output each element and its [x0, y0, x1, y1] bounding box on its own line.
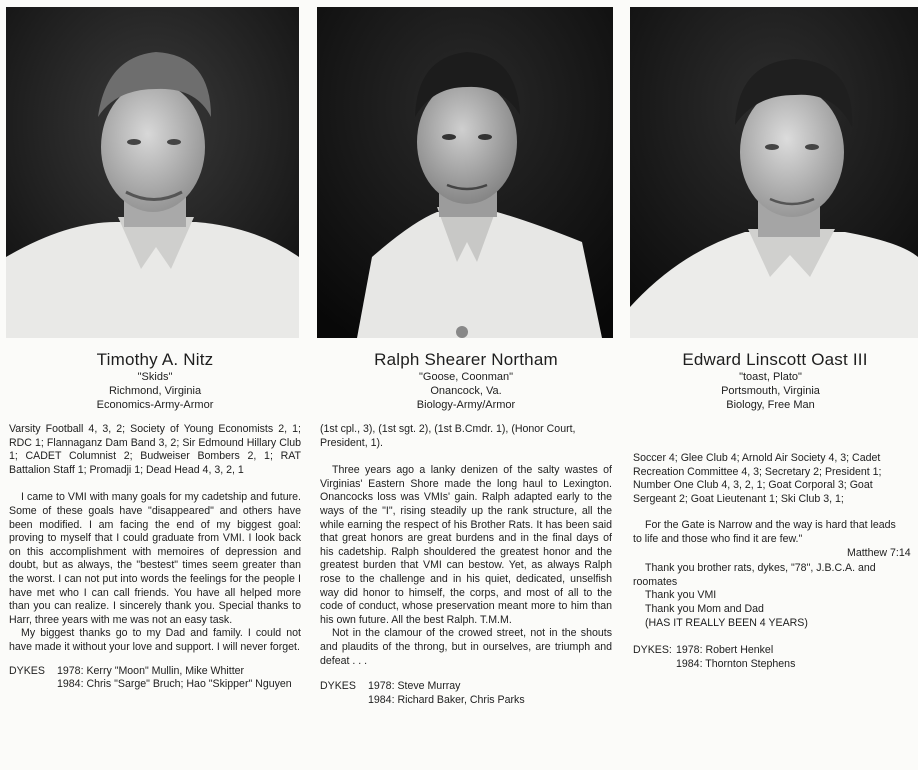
- cadet-activities: (1st cpl., 3), (1st sgt. 2), (1st B.Cmdr. 1), (Honor Court, President, 1).: [320, 423, 576, 449]
- bio-paragraph: Three years ago a lanky denizen of the salty wastes of Virginias' Eastern Shore made the long haul to Lexington. Onancocks loss was VMIs' gain. Ralph adapted early to the ways of the "I", rising steadily up the rank structure, all the while earning the respect of his Brother Rats. It has been said that great honors are great burdens and in the final days of his cadetship. Ralph shouldered the greatest honor and the greatest burden that VMI can bestow. Yet, as always Ralph rose to the challenge and in his quiet, dedicated, unselfish way did honor to himself, the corps, and most of all to the code of conduct, whose preservation meant more to him than his own future. All the best Ralph. T.M.M.: [320, 464, 612, 626]
- dykes-list: [320, 680, 612, 707]
- cadet-nickname: "toast, Plato": [739, 371, 802, 383]
- bio-column-nitz: [9, 350, 301, 692]
- dykes-list: [633, 644, 918, 671]
- cadet-hometown: Richmond, Virginia: [108, 385, 202, 397]
- dykes-label: DYKES: [9, 664, 45, 677]
- cadet-name: Timothy A. Nitz: [96, 350, 214, 369]
- cadet-name: Ralph Shearer Northam: [374, 350, 558, 369]
- activities-line: Soccer 4; Glee Club 4; Arnold Air Society 4, 3; Cadet: [633, 452, 881, 464]
- thanks-line: (HAS IT REALLY BEEN 4 YEARS): [645, 616, 808, 629]
- bio-paragraph: Not in the clamour of the crowed street, not in the shouts and plaudits of the throng, but in ourselves, are triumph and defeat . . .: [320, 627, 612, 667]
- dykes-list: [9, 665, 301, 692]
- dykes-1978: 1978: Kerry "Moon" Mullin, Mike Whitter: [57, 664, 245, 677]
- cadet-major: Economics-Army-Armor: [96, 399, 214, 411]
- activities-line: Number One Club 4, 3, 2, 1; Goat Corporal 3; Goat: [633, 479, 873, 492]
- bio-column-oast: [633, 350, 918, 671]
- thanks-line: Thank you brother rats, dykes, "78", J.B.C.A. and: [645, 562, 876, 575]
- cadet-activities: Varsity Football 4, 3, 2; Society of Young Economists 2, 1; RDC 1; Flannaganz Dam Band 3, 2; Sir Edmound Hillary Club 1; CADET Columnist 2; Budweiser Bombers 2, 1; RAT Battalion Staff 1; Promadji 1; Dead Head 4, 3, 2, 1: [9, 423, 301, 476]
- bio-column-northam: [320, 350, 612, 707]
- thanks-line: Thank you VMI: [645, 589, 717, 602]
- dykes-1978: 1978: Steve Murray: [368, 680, 461, 693]
- cadet-nickname: "Skids": [137, 371, 173, 383]
- dykes-label: DYKES:: [633, 644, 672, 657]
- cadet-hometown: Portsmouth, Virginia: [721, 385, 820, 397]
- cadet-nickname: "Goose, Coonman": [418, 371, 514, 383]
- quote-source: Matthew 7:14: [847, 546, 911, 559]
- portrait-photo-northam: [317, 7, 613, 338]
- dykes-1984: 1984: Richard Baker, Chris Parks: [368, 693, 525, 706]
- bio-paragraph: My biggest thanks go to my Dad and family. I could not have made it without your love and support. I will never forget.: [9, 627, 301, 653]
- dykes-label: DYKES: [320, 680, 356, 693]
- thanks-line: roomates: [633, 575, 678, 588]
- portrait-photo-nitz: [6, 7, 299, 338]
- cadet-major: Biology, Free Man: [726, 399, 815, 411]
- dykes-1984: 1984: Chris "Sarge" Bruch; Hao "Skipper" Nguyen: [57, 678, 292, 691]
- quote-line: For the Gate is Narrow and the way is hard that leads: [645, 519, 896, 532]
- dykes-1978: 1978: Robert Henkel: [676, 644, 774, 657]
- activities-line: Recreation Committee 4, 3; Secretary 2; President 1;: [633, 465, 882, 478]
- cadet-major: Biology-Army/Armor: [416, 399, 516, 411]
- cadet-hometown: Onancock, Va.: [430, 385, 502, 397]
- activities-line: Sergeant 2; Goat Lieutenant 1; Ski Club 3, 1;: [633, 492, 844, 505]
- dykes-1984: 1984: Thornton Stephens: [676, 657, 796, 670]
- portrait-photo-oast: [630, 7, 918, 338]
- bio-paragraph: I came to VMI with many goals for my cadetship and future. Some of these goals have "disappeared" and others have been modified. I am facing the end of my biggest goal: proving to myself that I could graduate from VMI. I look back on this accomplishment with memoires of depression and doubt, but as always, the "bestest" times seem greater than the worst. I can not put into words the feelings for the people I have met who I can call friends. You have all helped more than you can realize. I sincerely thank you. Special thanks to Harr, three years with me was not an easy task.: [9, 491, 301, 626]
- quote-line: to life and those who find it are few.": [633, 532, 803, 545]
- cadet-name: Edward Linscott Oast III: [682, 350, 868, 369]
- thanks-line: Thank you Mom and Dad: [645, 602, 764, 615]
